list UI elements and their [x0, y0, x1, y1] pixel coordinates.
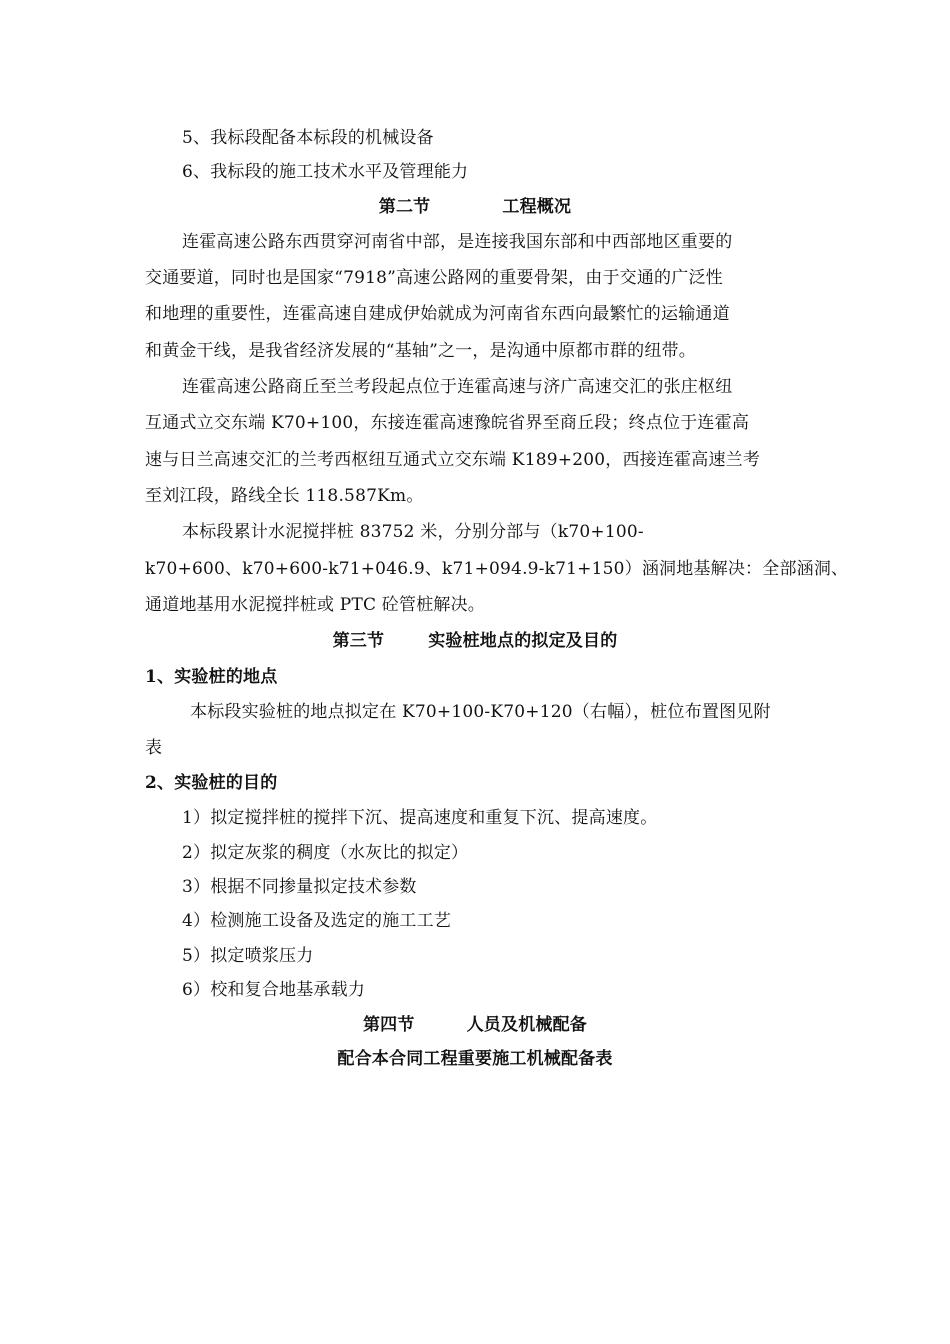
section-number: 第四节 — [362, 1015, 415, 1035]
section-title: 人员及机械配备 — [466, 1015, 587, 1035]
paragraph-line: 本标段累计水泥搅拌桩 83752 米，分别分部与（k70+100- — [182, 522, 644, 542]
list-item: 5、我标段配备本标段的机械设备 — [182, 128, 434, 148]
paragraph-line: 和地理的重要性，连霍高速自建成伊始就成为河南省东西向最繁忙的运输通道 — [145, 304, 730, 324]
paragraph-line: 连霍高速公路商丘至兰考段起点位于连霍高速与济广高速交汇的张庄枢纽 — [182, 377, 733, 397]
subheading: 1、实验桩的地点 — [145, 667, 278, 687]
paragraph-line: 表 — [145, 738, 163, 758]
section-heading-3 — [0, 630, 950, 652]
list-item: 3）根据不同掺量拟定技术参数 — [182, 877, 417, 897]
paragraph-line: 通道地基用水泥搅拌桩或 PTC 砼管桩解决。 — [145, 595, 485, 615]
paragraph-line: 和黄金干线，是我省经济发展的“基轴”之一，是沟通中原都市群的纽带。 — [145, 341, 696, 361]
section-heading-4 — [0, 1014, 950, 1036]
paragraph-line: 本标段实验桩的地点拟定在 K70+100-K70+120（右幅），桩位布置图见附 — [190, 702, 771, 722]
section-number: 第二节 — [378, 197, 431, 217]
section-heading-2 — [0, 196, 950, 218]
section-title: 工程概况 — [502, 197, 572, 217]
paragraph-line: k70+600、k70+600-k71+046.9、k71+094.9-k71+150）涵洞地基解决：全部涵洞、 — [145, 559, 849, 579]
paragraph-line: 交通要道，同时也是国家“7918”高速公路网的重要骨架，由于交通的广泛性 — [145, 268, 723, 288]
list-item: 5）拟定喷浆压力 — [182, 946, 314, 966]
list-item: 6、我标段的施工技术水平及管理能力 — [182, 162, 469, 182]
paragraph-line: 互通式立交东端 K70+100，东接连霍高速豫皖省界至商丘段；终点位于连霍高 — [145, 413, 750, 433]
paragraph-line: 至刘江段，路线全长 118.587Km。 — [145, 486, 424, 506]
list-item: 4）检测施工设备及选定的施工工艺 — [182, 911, 452, 931]
list-item: 6）校和复合地基承载力 — [182, 980, 366, 1000]
section-title: 实验桩地点的拟定及目的 — [428, 631, 618, 651]
list-item: 2）拟定灰浆的稠度（水灰比的拟定） — [182, 843, 469, 863]
subheading: 2、实验桩的目的 — [145, 773, 278, 793]
list-item: 1）拟定搅拌桩的搅拌下沉、提高速度和重复下沉、提高速度。 — [182, 808, 658, 828]
section-number: 第三节 — [332, 631, 385, 651]
paragraph-line: 速与日兰高速交汇的兰考西枢纽互通式立交东端 K189+200，西接连霍高速兰考 — [145, 450, 761, 470]
table-title: 配合本合同工程重要施工机械配备表 — [337, 1049, 613, 1069]
paragraph-line: 连霍高速公路东西贯穿河南省中部，是连接我国东部和中西部地区重要的 — [182, 232, 733, 252]
